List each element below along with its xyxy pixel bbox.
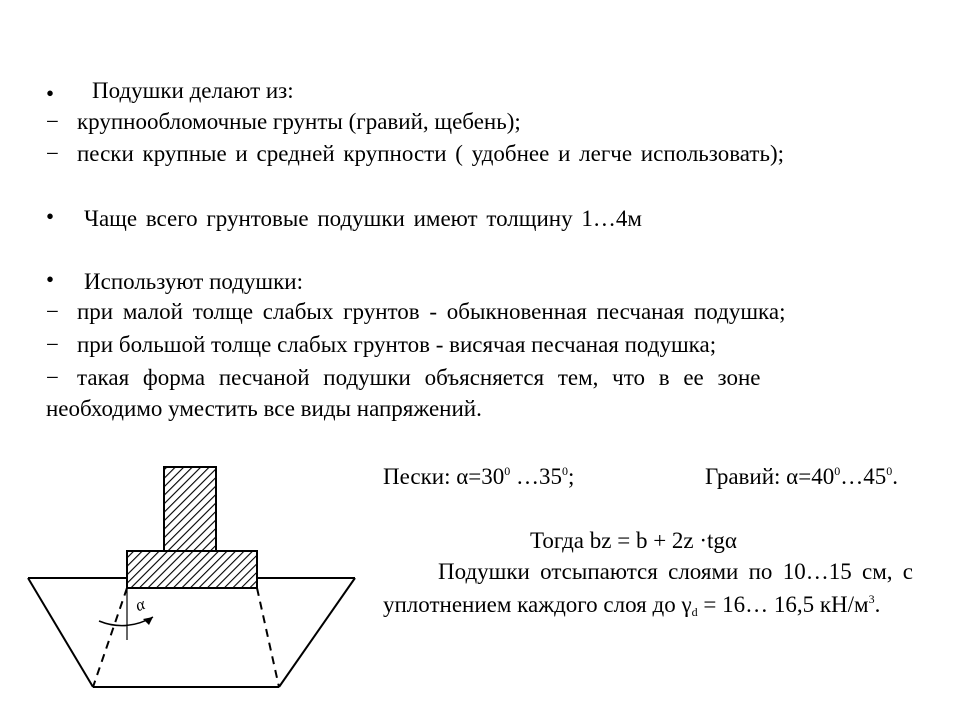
section3-item-1: при малой толще слабых грунтов - обыкновенная песчаная подушка; — [77, 299, 786, 324]
dash-5: − — [46, 365, 59, 390]
section1-item-1: крупнообломочные грунты (гравий, щебень); — [77, 109, 521, 134]
bullet-3: • — [46, 267, 55, 292]
sand-angle: Пески: $\alpha=30^0$ $\dots 35^0$; — [383, 464, 575, 489]
bullet-1: • — [46, 81, 55, 106]
angle-arc — [99, 617, 153, 626]
bullet-2: • — [46, 204, 55, 229]
stress-spread-lines — [93, 588, 279, 687]
gravel-angle: Гравий: $\alpha=40^0\dots 45^0$. — [705, 464, 898, 489]
compaction-paragraph: Подушки отсыпаются слоями по 10…15 см, с уплотнением каждого слоя до $\gamma_d$ = 16… 16,5 $кН/м^3$. — [383, 559, 913, 619]
angle-label: α — [132, 594, 148, 616]
section1-item-2: пески крупные и средней крупности ( удобнее и легче использовать); — [77, 141, 785, 166]
section2-title: Чаще всего грунтовые подушки имеют толщину 1…4м — [84, 206, 642, 231]
section3-continuation: необходимо уместить все виды напряжений. — [46, 396, 482, 421]
dash-4: − — [46, 332, 59, 357]
section3-title: Используют подушки: — [84, 269, 304, 294]
dash-2: − — [46, 141, 59, 166]
cushion-outline — [28, 578, 355, 687]
sand-cushion-diagram — [0, 455, 380, 695]
foundation-column — [164, 467, 216, 551]
section3-item-2: при большой толще слабых грунтов - висячая песчаная подушка; — [77, 332, 717, 357]
foundation-footing — [127, 551, 257, 588]
section3-item-3: такая форма песчаной подушки объясняется тем, что в ее зоне — [77, 365, 761, 390]
formula: Тогда bz = b + 2z ·tgα — [530, 528, 737, 553]
dash-1: − — [46, 109, 59, 134]
dash-3: − — [46, 299, 59, 324]
section1-title: Подушки делают из: — [92, 78, 294, 103]
